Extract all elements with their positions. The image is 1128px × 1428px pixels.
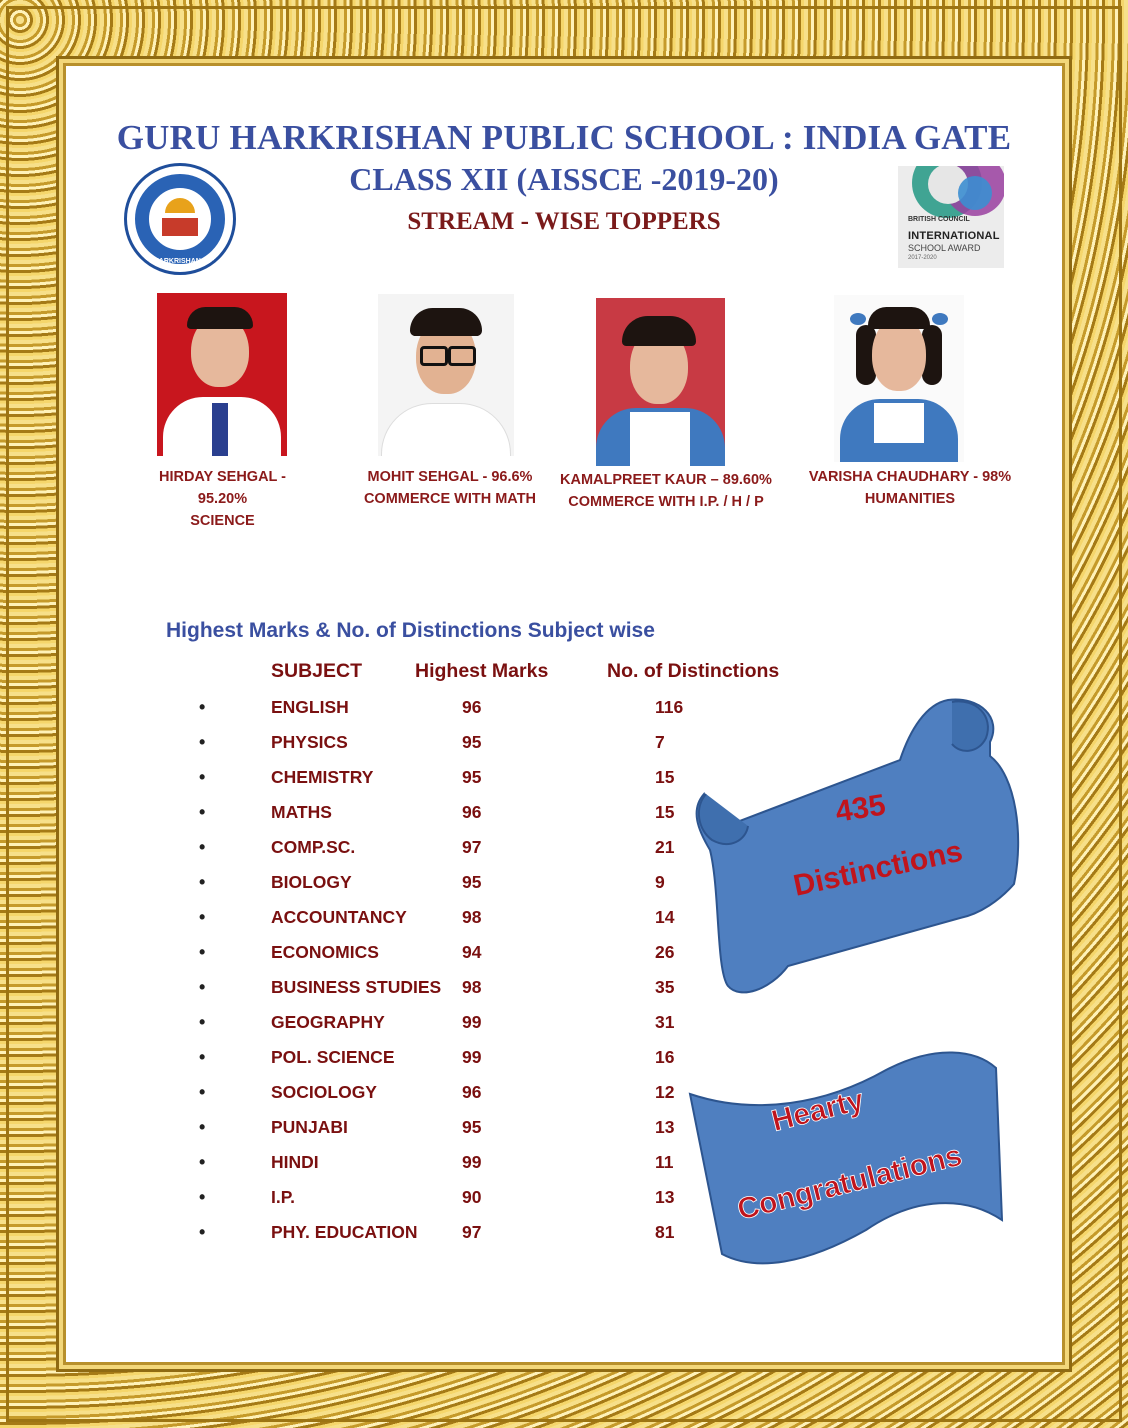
award-title: INTERNATIONAL [908, 230, 1000, 242]
distinctions-cell: 15 [655, 767, 675, 787]
distinctions-cell: 21 [655, 837, 675, 857]
topper-stream: COMMERCE WITH MATH [363, 491, 537, 507]
table-row [0, 1220, 760, 1255]
bullet-icon: • [199, 907, 206, 927]
distinctions-cell: 15 [655, 802, 675, 822]
highest-marks-cell: 97 [462, 837, 482, 857]
topper-name-score: MOHIT SEHGAL - 96.6% [367, 469, 533, 485]
highest-marks-cell: 95 [462, 767, 482, 787]
bullet-icon: • [199, 1222, 206, 1242]
header-distinctions: No. of Distinctions [607, 660, 780, 682]
highest-marks-cell: 95 [462, 872, 482, 892]
congratulations-text: Congratulations [734, 1138, 966, 1227]
table-row [0, 975, 760, 1010]
open-book-icon [162, 218, 198, 236]
topper-caption-3 [555, 469, 777, 513]
table-row [0, 730, 760, 765]
highest-marks-cell: 98 [462, 977, 482, 997]
highest-marks-cell: 99 [462, 1047, 482, 1067]
topper-caption-2 [355, 466, 545, 510]
header-highest-marks: Highest Marks [415, 660, 549, 682]
topper-name-score: VARISHA CHAUDHARY - 98% [808, 469, 1012, 485]
highest-marks-cell: 94 [462, 942, 482, 962]
distinctions-cell: 26 [655, 942, 675, 962]
bullet-icon: • [199, 1152, 206, 1172]
table-row [0, 835, 760, 870]
table-row [0, 695, 760, 730]
table-row [0, 940, 760, 975]
subject-cell: ECONOMICS [271, 942, 379, 962]
congratulations-wave-banner [686, 1040, 1006, 1270]
international-school-award-logo [898, 166, 1004, 268]
highest-marks-cell: 95 [462, 732, 482, 752]
highest-marks-cell: 96 [462, 1082, 482, 1102]
topper-caption-4 [800, 466, 1020, 510]
distinctions-cell: 13 [655, 1117, 675, 1137]
highest-marks-cell: 97 [462, 1222, 482, 1242]
award-years: 2017-2020 [908, 255, 937, 261]
highest-marks-cell: 90 [462, 1187, 482, 1207]
topper-name-score: KAMALPREET KAUR – 89.60% [560, 472, 772, 488]
distinctions-cell: 7 [655, 732, 665, 752]
topper-caption-1 [140, 466, 305, 532]
subject-cell: ENGLISH [271, 697, 349, 717]
topper-photo-2 [378, 294, 514, 456]
highest-marks-cell: 96 [462, 802, 482, 822]
highest-marks-cell: 99 [462, 1152, 482, 1172]
topper-photo-1 [157, 293, 287, 456]
header-subject: SUBJECT [271, 660, 363, 682]
class-line: CLASS XII (AISSCE -2019-20) [349, 161, 779, 197]
table-row [0, 1010, 760, 1045]
table-row [0, 1045, 760, 1080]
distinctions-cell: 16 [655, 1047, 675, 1067]
table-row [0, 870, 760, 905]
distinctions-cell: 12 [655, 1082, 675, 1102]
table-row [0, 765, 760, 800]
subject-cell: COMP.SC. [271, 837, 356, 857]
award-subtitle: SCHOOL AWARD [908, 243, 981, 253]
subject-cell: CHEMISTRY [271, 767, 374, 787]
table-row [0, 1185, 760, 1220]
bullet-icon: • [199, 872, 206, 892]
table-row [0, 800, 760, 835]
section-subtitle: STREAM - WISE TOPPERS [407, 208, 721, 235]
bullet-icon: • [199, 977, 206, 997]
distinctions-cell: 35 [655, 977, 675, 997]
bullet-icon: • [199, 942, 206, 962]
subject-cell: I.P. [271, 1187, 296, 1207]
topper-stream: COMMERCE WITH I.P. / H / P [568, 494, 764, 510]
distinctions-cell: 31 [655, 1012, 675, 1032]
bullet-icon: • [199, 1012, 206, 1032]
subject-cell: HINDI [271, 1152, 319, 1172]
table-row [0, 1115, 760, 1150]
distinctions-cell: 116 [655, 697, 684, 717]
highest-marks-cell: 99 [462, 1012, 482, 1032]
distinctions-cell: 14 [655, 907, 675, 927]
bullet-icon: • [199, 1047, 206, 1067]
distinctions-scroll-banner [690, 690, 1030, 1000]
subject-cell: PHY. EDUCATION [271, 1222, 418, 1242]
bullet-icon: • [199, 767, 206, 787]
subject-cell: ACCOUNTANCY [271, 907, 407, 927]
subject-cell: BUSINESS STUDIES [271, 977, 442, 997]
bullet-icon: • [199, 1187, 206, 1207]
distinctions-count: 435 [833, 788, 888, 829]
school-title: GURU HARKRISHAN PUBLIC SCHOOL : INDIA GATE [116, 118, 1012, 157]
table-title: Highest Marks & No. of Distinctions Subject wise [166, 619, 655, 642]
award-brand: BRITISH COUNCIL [908, 216, 970, 223]
subject-cell: GEOGRAPHY [271, 1012, 385, 1032]
bullet-icon: • [199, 1117, 206, 1137]
topper-name-score: HIRDAY SEHGAL - 95.20% [158, 469, 287, 507]
bullet-icon: • [199, 837, 206, 857]
hearty-text: Hearty [768, 1083, 868, 1139]
subject-cell: PHYSICS [271, 732, 348, 752]
subject-cell: POL. SCIENCE [271, 1047, 395, 1067]
table-row [0, 1080, 760, 1115]
subject-cell: BIOLOGY [271, 872, 352, 892]
subject-cell: SOCIOLOGY [271, 1082, 377, 1102]
table-row [0, 1150, 760, 1185]
distinctions-cell: 13 [655, 1187, 675, 1207]
logo-text: GURU HARKRISHAN PUBLIC SCHOOL [131, 258, 229, 272]
bullet-icon: • [199, 697, 206, 717]
topper-photo-3 [596, 298, 725, 466]
distinctions-label: Distinctions [790, 834, 966, 903]
subject-cell: PUNJABI [271, 1117, 348, 1137]
bullet-icon: • [199, 1082, 206, 1102]
topper-photo-4 [834, 295, 964, 462]
school-logo [124, 163, 236, 275]
distinctions-cell: 11 [655, 1152, 674, 1172]
highest-marks-cell: 98 [462, 907, 482, 927]
bullet-icon: • [199, 802, 206, 822]
topper-stream: HUMANITIES [864, 491, 956, 507]
subject-cell: MATHS [271, 802, 332, 822]
distinctions-cell: 81 [655, 1222, 675, 1242]
highest-marks-cell: 95 [462, 1117, 482, 1137]
bullet-icon: • [199, 732, 206, 752]
topper-stream: SCIENCE [190, 513, 255, 529]
highest-marks-cell: 96 [462, 697, 482, 717]
distinctions-cell: 9 [655, 872, 665, 892]
table-row [0, 905, 760, 940]
